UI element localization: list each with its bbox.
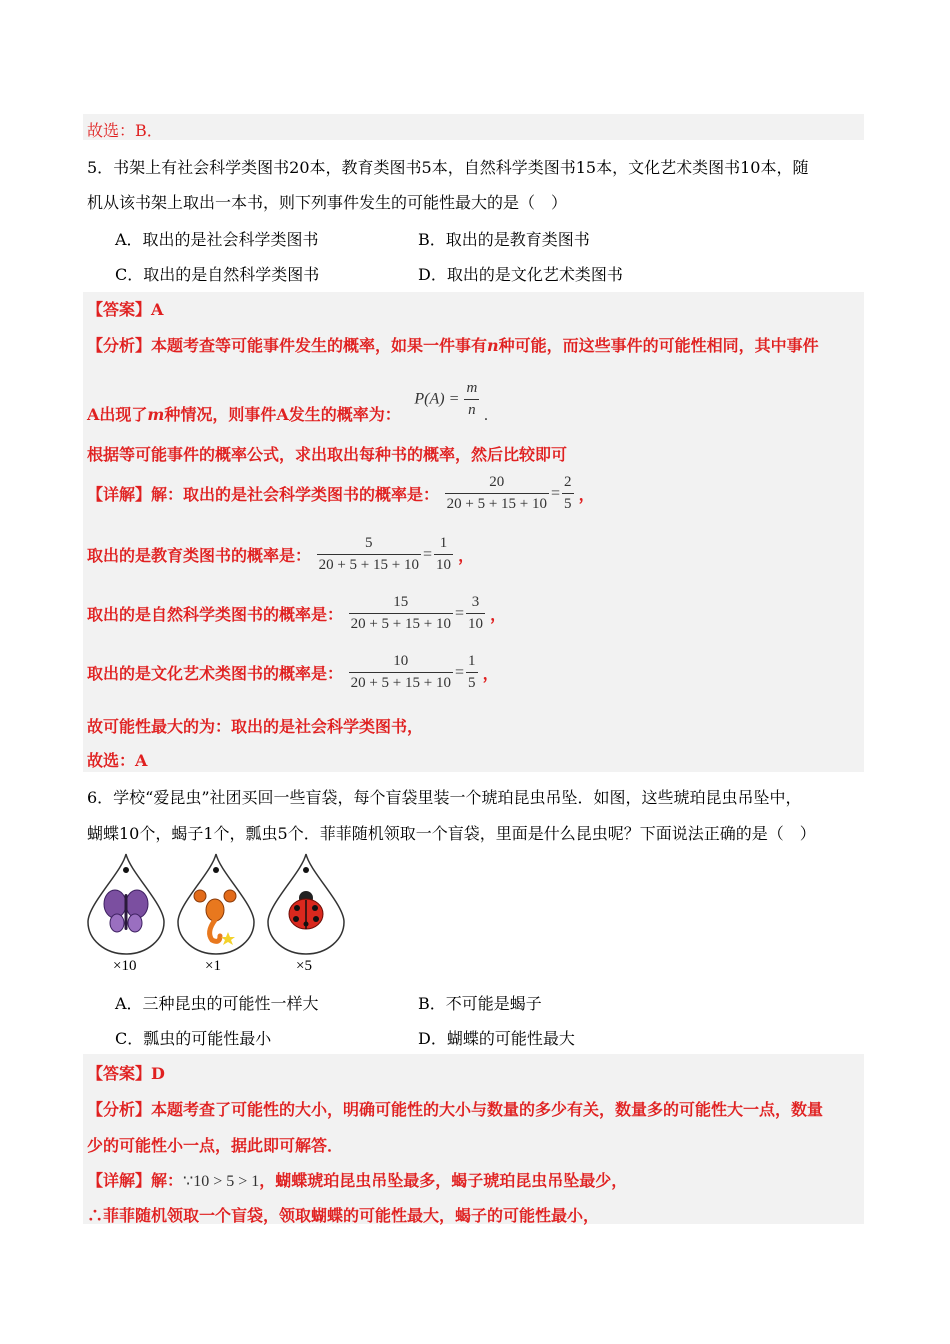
fraction-arts <box>349 653 453 692</box>
frac-num: 2 <box>564 474 572 490</box>
butterfly-pendant <box>86 852 166 960</box>
var-m: m <box>147 405 165 424</box>
detail-text: 解：取出的是社会科学类图书的概率是： <box>151 485 440 504</box>
q6-stem-line-2: 蝴蝶10个，蝎子1个，瓢虫5个．菲菲随机领取一个盲袋，里面是什么昆虫呢？下面说法正确的是（ ） <box>87 824 816 843</box>
frac-num: 5 <box>365 535 373 551</box>
answer-block-top <box>83 114 864 140</box>
q5-analysis-line-1 <box>87 333 819 356</box>
q5-detail-line-1 <box>87 474 595 513</box>
detail-tag: 【详解】 <box>87 1171 152 1190</box>
fraction-social <box>445 474 549 513</box>
fraction-arts-result <box>466 653 478 692</box>
detail-text: ，蝴蝶琥珀昆虫吊坠最多，蝎子琥珀昆虫吊坠最少， <box>259 1171 628 1190</box>
q6-option-c: C．瓢虫的可能性最小 <box>115 1029 272 1048</box>
q5-detail-line-4 <box>87 653 499 692</box>
q6-option-a: A．三种昆虫的可能性一样大 <box>115 994 319 1013</box>
frac-num: 15 <box>393 594 409 610</box>
q6-answer <box>87 1061 165 1084</box>
q5-option-c: C．取出的是自然科学类图书 <box>115 265 320 284</box>
q5-choice: 故选：A <box>87 751 148 770</box>
scorpion-pendant <box>176 852 256 960</box>
analysis-text: 种情况，则事件A发生的概率为： <box>164 405 401 424</box>
fraction-science <box>349 594 453 633</box>
comma: ， <box>482 664 499 683</box>
q5-detail-line-2 <box>87 535 474 574</box>
answer-tag: 【答案】 <box>87 300 152 319</box>
count-butterfly: ×10 <box>113 958 137 974</box>
q6-detail-line-1 <box>87 1168 627 1191</box>
q6-option-b: B．不可能是蝎子 <box>418 994 542 1013</box>
q6-option-d: D．蝴蝶的可能性最大 <box>418 1029 575 1048</box>
frac-den: 10 <box>434 554 453 574</box>
equals-sign: = <box>454 604 465 622</box>
q5-conclusion: 故可能性最大的为：取出的是社会科学类图书， <box>87 717 424 736</box>
q6-analysis-line-1 <box>87 1097 823 1120</box>
frac-den: 10 <box>466 613 485 633</box>
inequality: ∵10 > 5 > 1 <box>183 1173 260 1190</box>
frac-num: 3 <box>471 594 480 610</box>
frac-den: 5 <box>562 493 574 513</box>
detail-text: 取出的是文化艺术类图书的概率是： <box>87 664 344 683</box>
fraction-social-result <box>562 474 574 513</box>
analysis-text: A出现了 <box>87 405 148 424</box>
q5-analysis-line-2 <box>87 380 489 424</box>
q5-stem-line-1: 5．书架上有社会科学类图书20本，教育类图书5本，自然科学类图书15本，文化艺术类图书10本，随 <box>87 158 809 177</box>
frac-num: 1 <box>439 535 448 551</box>
comma: ， <box>490 605 507 624</box>
frac-den: n <box>464 399 479 419</box>
fraction-education-result <box>434 535 453 574</box>
q5-option-a: A．取出的是社会科学类图书 <box>115 230 319 249</box>
frac-num: 1 <box>468 653 476 669</box>
fraction-science-result <box>466 594 485 633</box>
formula-lhs: P(A) = <box>414 390 460 408</box>
q5-option-b: B．取出的是教育类图书 <box>418 230 590 249</box>
q5-detail-line-3 <box>87 594 506 633</box>
count-scorpion: ×1 <box>205 958 221 974</box>
detail-text: 取出的是自然科学类图书的概率是： <box>87 605 344 624</box>
analysis-tag: 【分析】 <box>87 336 152 355</box>
analysis-text: 本题考查了可能性的大小，明确可能性的大小与数量的多少有关，数量多的可能性大一点，数量 <box>151 1100 824 1119</box>
detail-tag: 【详解】 <box>87 485 152 504</box>
analysis-text: 种可能，而这些事件的可能性相同，其中事件 <box>498 336 819 355</box>
answer-value: A <box>151 300 164 319</box>
q5-analysis-line-3: 根据等可能事件的概率公式，求出取出每种书的概率，然后比较即可 <box>87 445 568 464</box>
answer-tag: 【答案】 <box>87 1064 152 1083</box>
fraction-education <box>317 535 421 574</box>
q6-stem-line-1: 6．学校“爱昆虫”社团买回一些盲袋，每个盲袋里装一个琥珀昆虫吊坠．如图，这些琥珀昆虫吊坠中， <box>87 788 802 807</box>
ladybug-pendant <box>266 852 346 960</box>
comma: ， <box>578 485 595 504</box>
answer-value: D <box>151 1064 165 1083</box>
q6-detail-line-2: ∴菲菲随机领取一个盲袋，领取蝴蝶的可能性最大，蝎子的可能性最小， <box>87 1206 600 1225</box>
frac-den: 5 <box>466 672 478 692</box>
analysis-tag: 【分析】 <box>87 1100 152 1119</box>
q6-analysis-line-2: 少的可能性小一点，据此即可解答． <box>87 1136 344 1155</box>
frac-den: 20 + 5 + 15 + 10 <box>349 672 453 692</box>
equals-sign: = <box>422 545 433 563</box>
answer-block-q5 <box>83 292 864 772</box>
frac-den: 20 + 5 + 15 + 10 <box>349 613 453 633</box>
equals-sign: = <box>454 663 465 681</box>
detail-text: 取出的是教育类图书的概率是： <box>87 546 312 565</box>
butterfly-icon <box>104 890 148 932</box>
q5-answer <box>87 297 163 320</box>
frac-num: 20 <box>489 474 505 490</box>
formula-fraction <box>464 380 479 419</box>
frac-num: 10 <box>393 653 409 669</box>
analysis-text: 本题考查等可能事件发生的概率，如果一件事有 <box>151 336 488 355</box>
count-ladybug: ×5 <box>296 958 312 974</box>
frac-den: 20 + 5 + 15 + 10 <box>445 493 549 513</box>
detail-text: 解： <box>151 1171 184 1190</box>
frac-num: m <box>466 380 478 396</box>
frac-den: 20 + 5 + 15 + 10 <box>317 554 421 574</box>
q5-option-d: D．取出的是文化艺术类图书 <box>418 265 623 284</box>
equals-sign: = <box>551 484 561 502</box>
q5-stem-line-2: 机从该书架上取出一本书，则下列事件发生的可能性最大的是（ ） <box>87 193 568 212</box>
comma: ， <box>458 546 475 565</box>
var-n: n <box>487 336 499 355</box>
prev-choice: 故选：B． <box>87 121 163 140</box>
formula-end: . <box>484 407 489 424</box>
